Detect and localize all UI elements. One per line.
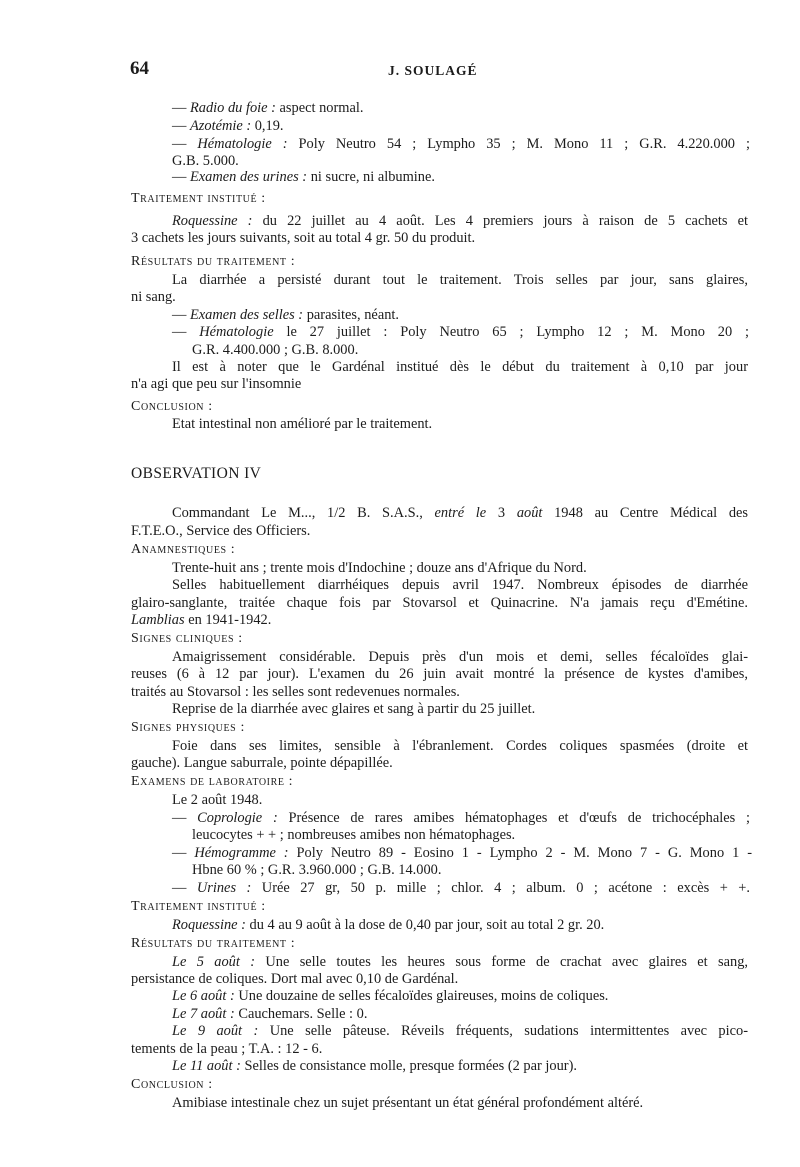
text-run: Le 2 août 1948. <box>172 792 263 808</box>
text-run: ni sang. <box>131 289 176 305</box>
text-run: leucocytes + + ; nombreuses amibes non hématophages. <box>192 827 516 843</box>
text-line <box>192 826 515 844</box>
text-line <box>172 987 608 1005</box>
text-run: Hbne 60 % ; G.R. 3.960.000 ; G.B. 14.000. <box>192 862 442 878</box>
text-line <box>172 323 749 341</box>
text-run: 3 cachets les jours suivants, soit au total 4 gr. 50 du produit. <box>131 230 476 246</box>
text-run: reuses (6 à 12 par jour). L'examen du 26 juin avait montré la présence de kystes d'amibes, <box>131 666 748 682</box>
text-run: Traitement institué : <box>131 191 266 206</box>
text-line <box>131 611 271 629</box>
text-run: ni sucre, ni albumine. <box>307 169 435 185</box>
text-run: Une douzaine de selles fécaloïdes glaireuses, moins de coliques. <box>234 988 609 1004</box>
text-run: — <box>172 169 190 185</box>
text-run: le 27 juillet : Poly Neutro 65 ; Lympho 12 ; M. Mono 20 ; <box>273 324 749 340</box>
section-heading <box>131 541 235 559</box>
text-line <box>172 117 284 135</box>
italic-run: Roquessine : <box>172 213 253 229</box>
text-run: Une selle pâteuse. Réveils fréquents, sudations intermittentes avec pico- <box>258 1023 748 1039</box>
text-run: — <box>172 100 190 116</box>
italic-run: Examen des urines : <box>190 169 308 185</box>
text-run: traités au Stovarsol : les selles sont redevenues normales. <box>131 684 460 700</box>
text-line <box>172 648 748 666</box>
text-line <box>172 737 748 755</box>
text-run: 0,19. <box>251 118 284 134</box>
text-run: Amaigrissement considérable. Depuis près d'un mois et demi, selles fécaloïdes glai- <box>172 649 748 665</box>
text-run: 3 <box>486 505 517 521</box>
text-run: Examens de laboratoire : <box>131 774 294 789</box>
text-run: Présence de rares amibes hématophages et d'œufs de trichocéphales ; <box>277 810 750 826</box>
text-run: Il est à noter que le Gardénal institué dès le début du traitement à 0,10 par jour <box>172 359 748 375</box>
text-line <box>172 271 748 289</box>
italic-run: Examen des selles : <box>190 307 304 323</box>
section-heading <box>131 773 293 791</box>
text-line <box>172 559 587 577</box>
italic-run: Le 5 août : <box>172 954 256 970</box>
section-heading <box>131 398 213 416</box>
text-run: glairo-sanglante, traitée chaque fois par Stovarsol et Quinacrine. N'a jamais reçu d'Emétine. <box>131 595 748 611</box>
italic-run: Le 9 août : <box>172 1023 259 1039</box>
text-line <box>131 522 310 540</box>
text-run: Poly Neutro 89 - Eosino 1 - Lympho 2 - M. Mono 7 - G. Mono 1 - <box>288 845 752 861</box>
text-run: tements de la peau ; T.A. : 12 - 6. <box>131 1041 323 1057</box>
text-run: — <box>172 307 190 323</box>
text-run: Foie dans ses limites, sensible à l'ébranlement. Cordes coliques spasmées (droite et <box>172 738 748 754</box>
text-line <box>131 970 458 988</box>
text-line <box>131 1040 322 1058</box>
page-number: 64 <box>130 58 149 79</box>
text-line <box>172 415 432 433</box>
text-run: Résultats du traitement : <box>131 936 296 951</box>
text-line <box>172 504 748 522</box>
text-line <box>131 594 748 612</box>
text-run: aspect normal. <box>275 100 364 116</box>
text-line <box>131 754 393 772</box>
text-line <box>172 358 748 376</box>
text-line <box>172 791 262 809</box>
text-line <box>131 375 301 393</box>
italic-run: Hématologie <box>199 324 274 340</box>
text-run: Commandant Le M..., 1/2 B. S.A.S., <box>172 505 435 521</box>
text-line <box>172 844 752 862</box>
text-run: Trente-huit ans ; trente mois d'Indochine ; douze ans d'Afrique du Nord. <box>172 560 587 576</box>
italic-run: Le 7 août : <box>172 1006 235 1022</box>
section-heading <box>131 630 243 648</box>
text-run: 1948 au Centre Médical des <box>542 505 748 521</box>
text-run: gauche). Langue saburrale, pointe dépapillée. <box>131 755 393 771</box>
text-run: — <box>172 324 200 340</box>
text-run: Poly Neutro 54 ; Lympho 35 ; M. Mono 11 ; G.R. 4.220.000 ; <box>287 136 750 152</box>
text-run: — <box>172 845 195 861</box>
italic-run: Coprologie : <box>197 810 278 826</box>
text-line <box>192 861 441 879</box>
text-run: F.T.E.O., Service des Officiers. <box>131 523 311 539</box>
text-run: Cauchemars. Selle : 0. <box>234 1006 368 1022</box>
text-line <box>172 1005 367 1023</box>
italic-run: Lamblias <box>131 612 185 628</box>
text-run: du 4 au 9 août à la dose de 0,40 par jour, soit au total 2 gr. 20. <box>245 917 605 933</box>
italic-run: Hémogramme : <box>194 845 289 861</box>
text-run: Anamnestiques : <box>131 542 236 557</box>
text-run: La diarrhée a persisté durant tout le traitement. Trois selles par jour, sans glaires, <box>172 272 748 288</box>
italic-run: entré le <box>434 505 487 521</box>
section-heading <box>131 898 266 916</box>
text-run: Résultats du traitement : <box>131 254 296 269</box>
text-run: persistance de coliques. Dort mal avec 0,10 de Gardénal. <box>131 971 459 987</box>
text-line <box>172 1057 577 1075</box>
text-run: n'a agi que peu sur l'insomnie <box>131 376 302 392</box>
text-run: Traitement institué : <box>131 899 266 914</box>
italic-run: Hématologie : <box>197 136 288 152</box>
text-run: Conclusion : <box>131 399 213 414</box>
text-run: Conclusion : <box>131 1077 213 1092</box>
text-run: Amibiase intestinale chez un sujet présentant un état général profondément altéré. <box>172 1095 644 1111</box>
text-line <box>172 1022 748 1040</box>
text-line <box>131 665 748 683</box>
text-run: — <box>172 810 198 826</box>
text-line <box>172 953 748 971</box>
text-run: Selles habituellement diarrhéiques depuis avril 1947. Nombreux épisodes de diarrhée <box>172 577 748 593</box>
italic-run: Urines : <box>196 880 252 896</box>
text-line <box>131 229 475 247</box>
text-run: G.R. 4.400.000 ; G.B. 8.000. <box>192 342 359 358</box>
text-line <box>131 288 176 306</box>
text-line <box>172 99 363 117</box>
text-line <box>172 916 604 934</box>
text-run: en 1941-1942. <box>184 612 272 628</box>
section-heading <box>131 719 245 737</box>
text-line <box>172 306 399 324</box>
text-line <box>172 809 750 827</box>
text-line <box>172 135 750 153</box>
italic-run: Le 6 août : <box>172 988 235 1004</box>
text-run: Une selle toutes les heures sous forme de crachat avec glaires et sang, <box>255 954 748 970</box>
text-run: — <box>172 136 198 152</box>
text-run: Selles de consistance molle, presque formées (2 par jour). <box>240 1058 577 1074</box>
text-line <box>172 168 435 186</box>
text-line <box>172 1094 643 1112</box>
text-run: OBSERVATION IV <box>131 465 262 482</box>
text-line <box>131 683 460 701</box>
text-line <box>172 576 748 594</box>
text-run: — <box>172 118 190 134</box>
text-run: Etat intestinal non amélioré par le traitement. <box>172 416 433 432</box>
text-run: du 22 juillet au 4 août. Les 4 premiers jours à raison de 5 cachets et <box>252 213 749 229</box>
text-line <box>192 341 358 359</box>
italic-run: Roquessine : <box>172 917 246 933</box>
text-run: Reprise de la diarrhée avec glaires et sang à partir du 25 juillet. <box>172 701 536 717</box>
section-heading <box>131 253 295 271</box>
section-heading <box>131 935 295 953</box>
text-line <box>172 879 750 897</box>
italic-run: Radio du foie : <box>190 100 276 116</box>
text-line <box>172 700 535 718</box>
text-line <box>172 212 748 230</box>
section-heading <box>131 190 266 208</box>
text-run: parasites, néant. <box>303 307 399 323</box>
text-run: G.B. 5.000. <box>172 153 239 169</box>
italic-run: Le 11 août : <box>172 1058 241 1074</box>
section-heading <box>131 1076 213 1094</box>
running-head: J. SOULAGÉ <box>388 63 478 78</box>
italic-run: Azotémie : <box>190 118 252 134</box>
text-run: Signes physiques : <box>131 720 245 735</box>
text-run: Urée 27 gr, 50 p. mille ; chlor. 4 ; album. 0 ; acétone : excès + +. <box>251 880 750 896</box>
italic-run: août <box>516 505 543 521</box>
observation-title <box>131 465 261 483</box>
text-run: Signes cliniques : <box>131 631 243 646</box>
text-run: — <box>172 880 197 896</box>
